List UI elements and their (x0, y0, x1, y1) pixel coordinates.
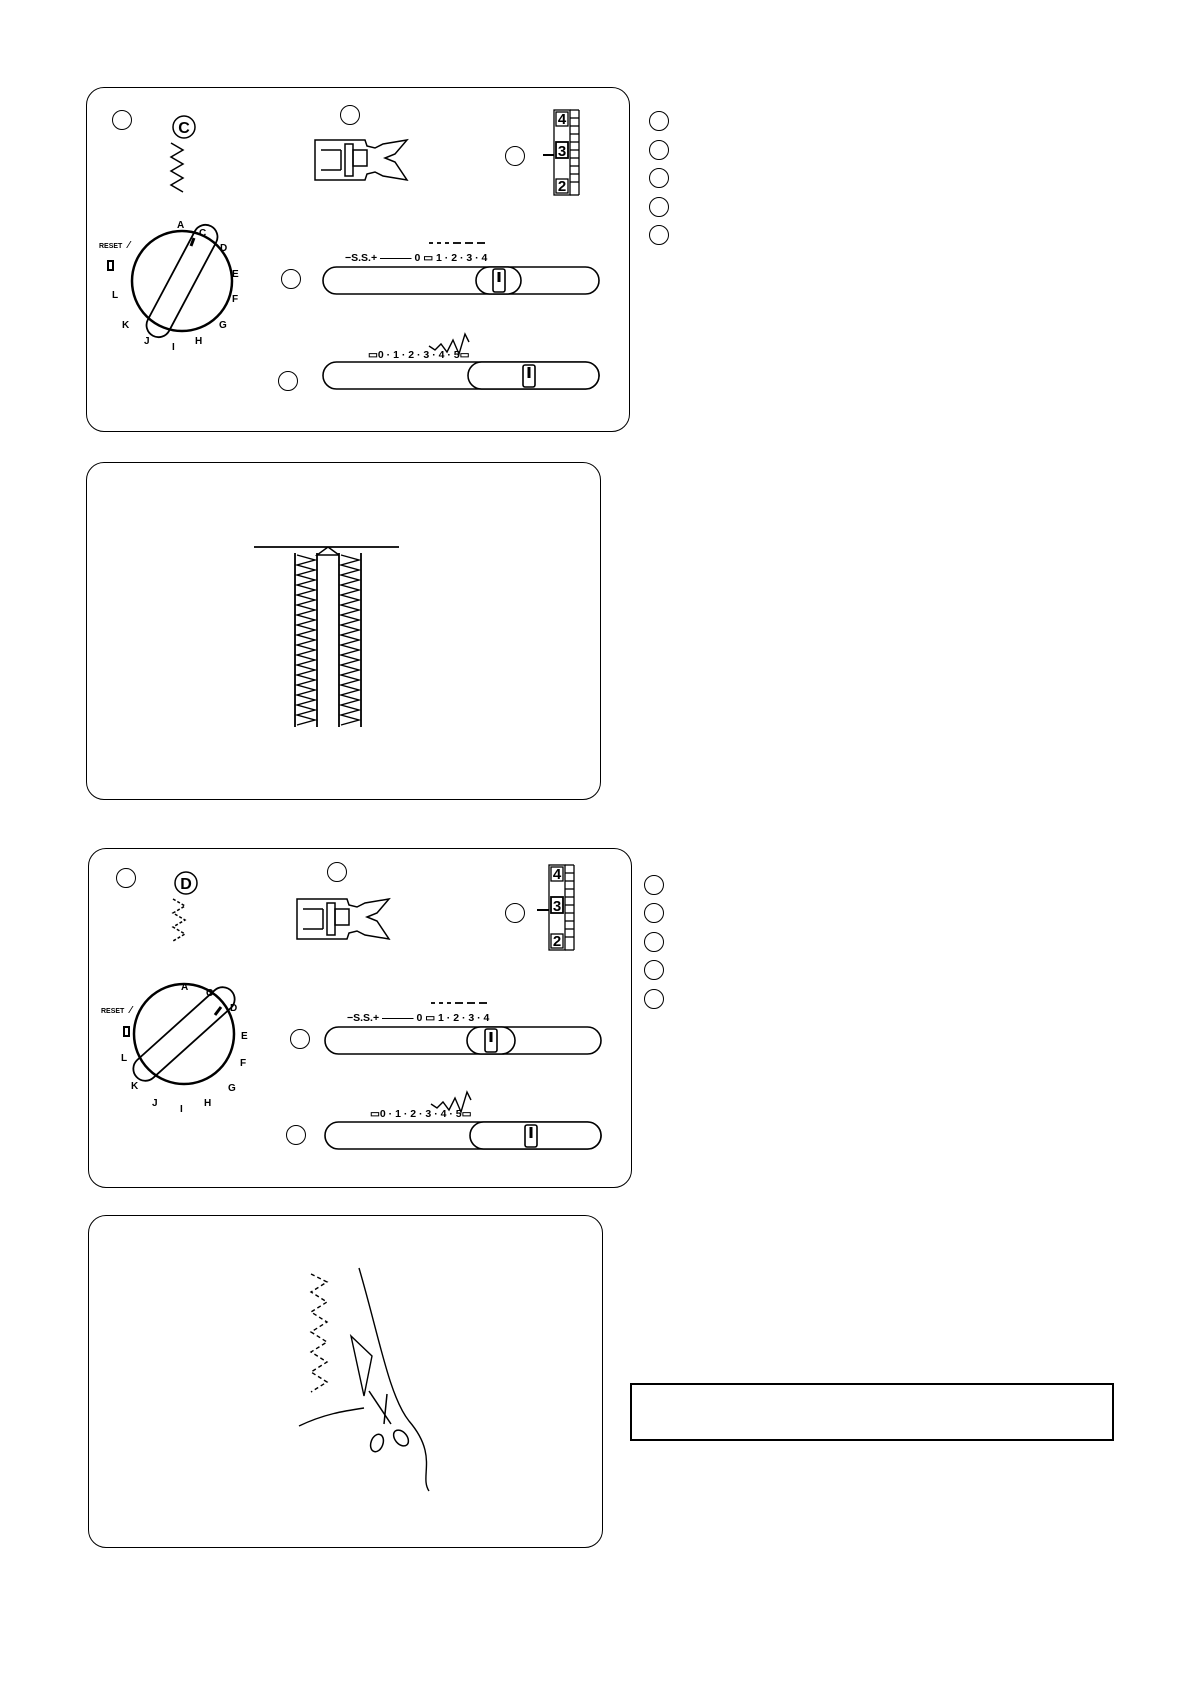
dial-letter-j: J (144, 336, 150, 347)
dial-letter-f: F (240, 1058, 247, 1069)
pattern-letter: C (178, 120, 190, 137)
multi-step-zigzag-stitch (311, 1274, 327, 1392)
pressure-number-3: 3 (557, 143, 567, 160)
callout-circle (340, 105, 360, 125)
dial-letter-d: D (230, 1003, 238, 1014)
legend-circle (649, 140, 669, 160)
stitch-width-scale: ▭0 · 1 · 2 · 3 · 4 · 5▭ (370, 1108, 472, 1120)
zigzag-stitch-left (297, 555, 315, 725)
stitch-width-scale: ▭0 · 1 · 2 · 3 · 4 · 5▭ (368, 349, 470, 361)
dial-letter-e: E (241, 1031, 248, 1042)
dial-letter-c: C (206, 988, 214, 999)
legend-circle (649, 197, 669, 217)
legend-circle (644, 875, 664, 895)
pressure-number-2: 2 (552, 933, 562, 950)
legend-circle (649, 168, 669, 188)
legend-circle (644, 989, 664, 1009)
trim-seam-illustration (89, 1216, 604, 1549)
legend-circle (644, 932, 664, 952)
legend-circle (649, 111, 669, 131)
legend-circle (644, 960, 664, 980)
settings-panel-pattern-c (86, 87, 630, 432)
pressure-number-4: 4 (557, 111, 567, 128)
note-box (630, 1383, 1114, 1441)
stitch-length-track (323, 267, 599, 294)
trimmed-fabric-flap (351, 1336, 372, 1396)
callout-circle (290, 1029, 310, 1049)
reset-label: RESET (99, 243, 123, 250)
presser-foot-icon (297, 899, 389, 939)
pressure-number-2: 2 (557, 178, 567, 195)
dial-letter-h: H (195, 336, 203, 347)
callout-circle (116, 868, 136, 888)
dial-letter-e: E (232, 269, 239, 280)
callout-circle (505, 903, 525, 923)
dial-letter-a: A (177, 220, 185, 231)
pattern-selector-dial (132, 221, 232, 342)
legend-circle (644, 903, 664, 923)
dial-letter-c: C (199, 228, 207, 239)
stitch-length-knob[interactable] (476, 267, 521, 294)
stitch-length-scale: −S.S.+ ——— 0 ▭ 1 · 2 · 3 · 4 (347, 1012, 490, 1024)
buttonhole-icon (108, 261, 113, 270)
pattern-letter: D (180, 876, 192, 893)
stitch-length-knob[interactable] (467, 1027, 515, 1054)
dial-letter-i: I (172, 342, 175, 353)
callout-circle (281, 269, 301, 289)
stitch-length-scale: −S.S.+ ——— 0 ▭ 1 · 2 · 3 · 4 (345, 252, 488, 264)
dial-letter-h: H (204, 1098, 212, 1109)
callout-circle (327, 862, 347, 882)
dial-letter-i: I (180, 1104, 183, 1115)
callout-circle (112, 110, 132, 130)
legend-circle (649, 225, 669, 245)
pattern-selector-dial (128, 982, 239, 1085)
dial-letter-f: F (232, 294, 239, 305)
reset-needle-icon: ⁄ (128, 240, 130, 251)
reset-needle-icon: ⁄ (130, 1005, 132, 1016)
illustration-panel-zigzag-seams (86, 462, 601, 800)
dial-letter-g: G (219, 320, 227, 331)
dial-letter-a: A (181, 982, 189, 993)
multi-step-zigzag-icon (173, 899, 185, 941)
dial-letter-d: D (220, 243, 228, 254)
callout-circle (286, 1125, 306, 1145)
scissors-icon (368, 1391, 411, 1454)
settings-illustration (89, 849, 633, 1189)
fabric-edge-curve (359, 1268, 429, 1491)
dial-letter-j: J (152, 1098, 158, 1109)
callout-circle (278, 371, 298, 391)
dial-letter-k: K (131, 1081, 139, 1092)
buttonhole-icon (124, 1027, 129, 1036)
presser-foot-icon (315, 140, 407, 180)
zigzag-stitch-icon (171, 143, 183, 192)
settings-panel-pattern-d (88, 848, 632, 1188)
callout-circle (505, 146, 525, 166)
dial-letter-g: G (228, 1083, 236, 1094)
reset-label: RESET (101, 1008, 125, 1015)
settings-illustration (87, 88, 631, 433)
dial-letter-k: K (122, 320, 130, 331)
stitch-length-track (325, 1027, 601, 1054)
illustration-panel-trim-seam (88, 1215, 603, 1548)
stitch-width-knob[interactable] (470, 1122, 601, 1149)
pressure-number-4: 4 (552, 866, 562, 883)
zigzag-stitch-right (341, 555, 359, 725)
pressure-number-3: 3 (552, 898, 562, 915)
dial-letter-l: L (112, 290, 119, 301)
stitch-width-knob[interactable] (468, 362, 599, 389)
dial-letter-l: L (121, 1053, 128, 1064)
zigzag-seam-illustration (87, 463, 602, 801)
